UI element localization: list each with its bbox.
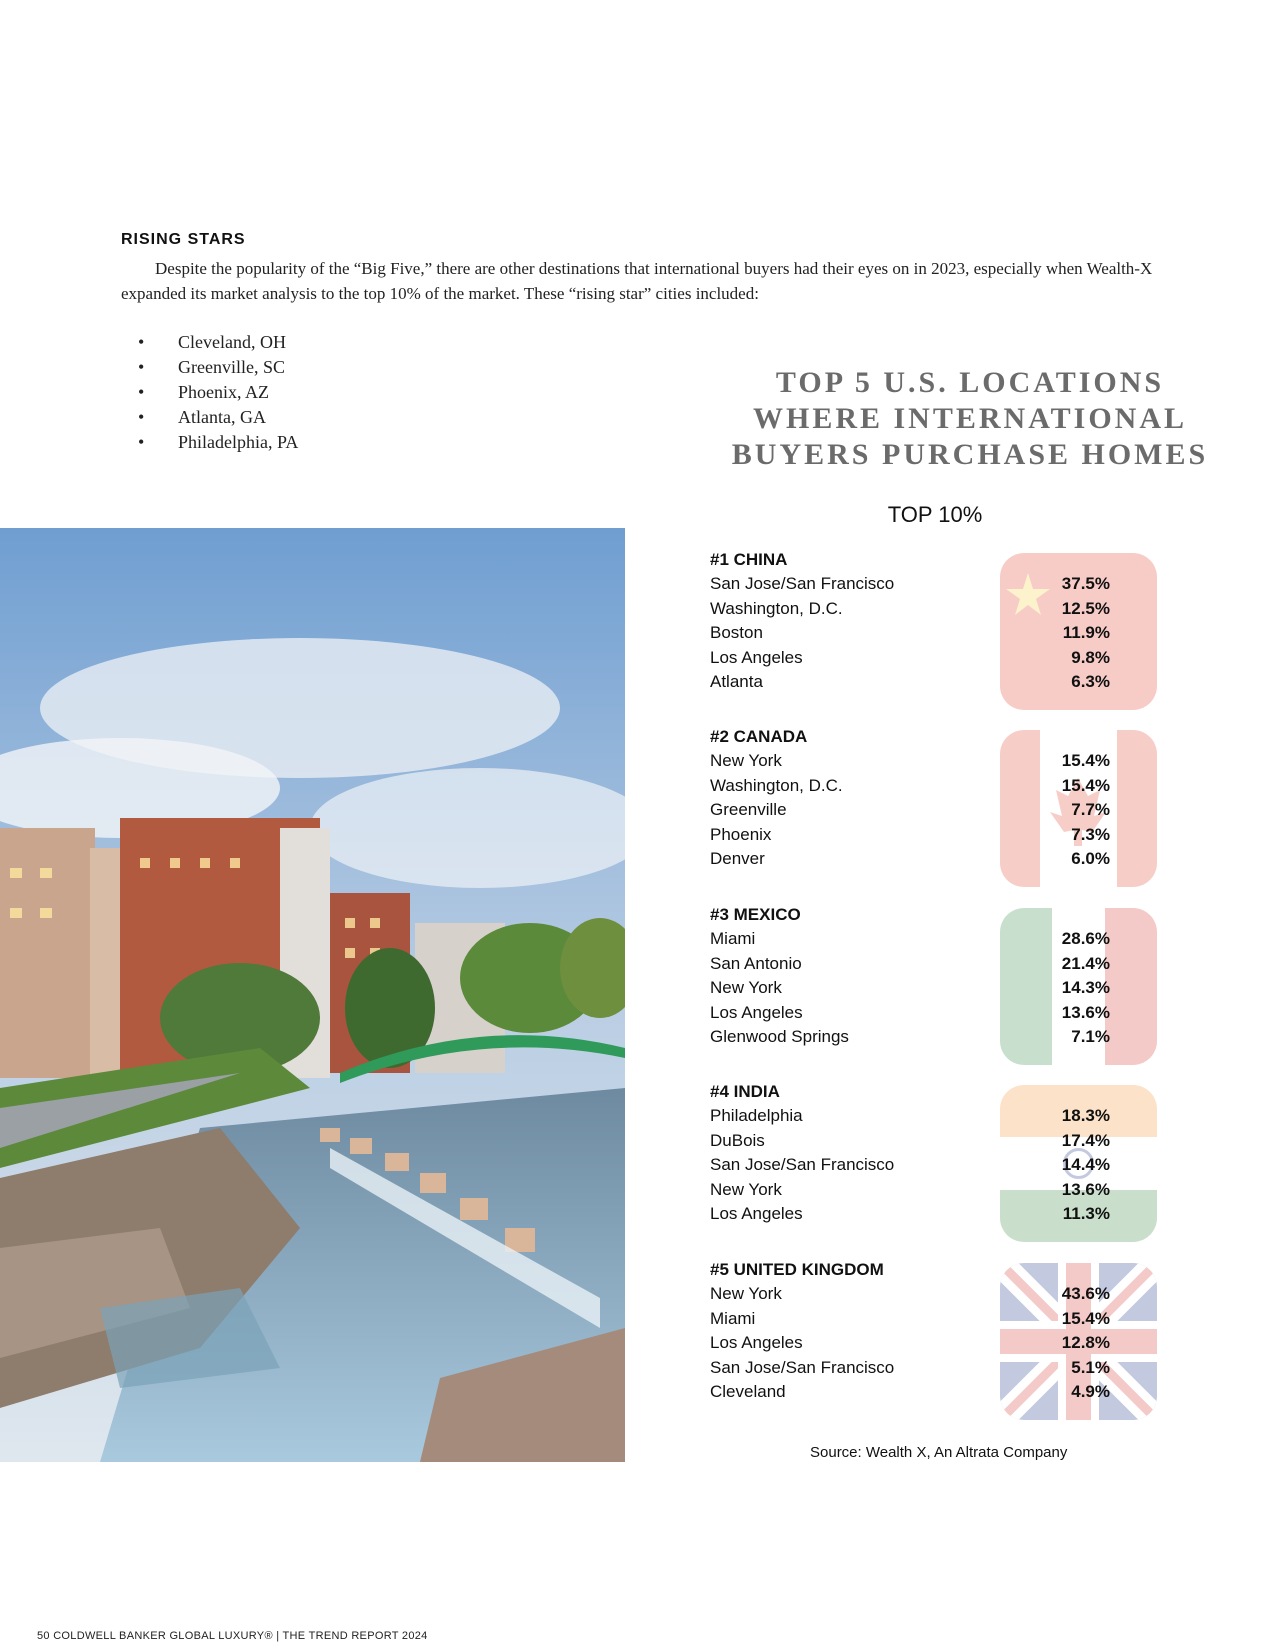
percent-value: 4.9% <box>1071 1382 1110 1401</box>
city-name: Atlanta <box>710 672 763 691</box>
city-name: Phoenix <box>710 824 772 844</box>
percent-value: 17.4% <box>1061 1130 1110 1150</box>
city-name: New York <box>710 1284 782 1303</box>
city-name: San Jose/San Francisco <box>710 574 895 593</box>
city-name: New York <box>710 1179 782 1199</box>
table-row <box>710 670 1170 695</box>
percent-value: 43.6% <box>1061 1284 1110 1303</box>
list-item: • Greenville, SC <box>138 357 285 377</box>
page-footer: 50 COLDWELL BANKER GLOBAL LUXURY® | THE TREND REPORT 2024 <box>37 1630 428 1642</box>
city-name: Denver <box>710 849 765 868</box>
river-town-photo <box>0 528 625 1462</box>
city-name: New York <box>710 751 782 770</box>
table-row <box>710 1001 1170 1026</box>
source-note: Source: Wealth X, An Altrata Company <box>810 1444 1068 1461</box>
table-row <box>710 621 1170 646</box>
percent-value: 14.4% <box>1061 1155 1110 1174</box>
table-row <box>710 952 1170 977</box>
country-block <box>710 903 1170 1050</box>
percent-value: 9.8% <box>1071 647 1110 667</box>
table-row <box>710 976 1170 1001</box>
table-row <box>710 1307 1170 1332</box>
table-row <box>710 1356 1170 1381</box>
city-name: San Jose/San Francisco <box>710 1155 895 1174</box>
table-row <box>710 1202 1170 1227</box>
table-row <box>710 646 1170 671</box>
city-name: Washington, D.C. <box>710 598 843 618</box>
table-row <box>710 749 1170 774</box>
list-item: • Atlanta, GA <box>138 407 266 427</box>
city-name: Miami <box>710 929 756 948</box>
table-row <box>710 774 1170 799</box>
percent-value: 14.3% <box>1061 978 1110 997</box>
percent-value: 21.4% <box>1061 953 1110 973</box>
city-name: San Antonio <box>710 953 802 973</box>
city-name: Cleveland <box>710 1382 786 1401</box>
country-name: #2 CANADA <box>710 727 808 746</box>
city-name: Boston <box>710 623 763 642</box>
percent-value: 18.3% <box>1061 1106 1110 1125</box>
city-name: New York <box>710 978 782 997</box>
percent-value: 11.9% <box>1062 623 1110 642</box>
percent-value: 13.6% <box>1061 1179 1110 1199</box>
table-row <box>710 798 1170 823</box>
country-name: #3 MEXICO <box>710 905 801 924</box>
table-row <box>710 823 1170 848</box>
percent-value: 5.1% <box>1071 1357 1110 1377</box>
city-name: Los Angeles <box>710 1204 803 1223</box>
country-block <box>710 1258 1170 1405</box>
list-item-label: Greenville, SC <box>178 357 285 377</box>
city-name: Los Angeles <box>710 647 803 667</box>
country-name: #1 CHINA <box>710 550 788 569</box>
photo-illustration <box>0 528 625 1462</box>
percent-value: 15.4% <box>1061 1308 1110 1328</box>
percent-value: 28.6% <box>1061 929 1110 948</box>
chart-title-line: TOP 5 U.S. LOCATIONS <box>775 366 1165 399</box>
chart-title-line: WHERE INTERNATIONAL <box>752 402 1187 435</box>
table-row <box>710 597 1170 622</box>
table-row <box>710 572 1170 597</box>
country-block <box>710 548 1170 695</box>
city-name: Miami <box>710 1308 756 1328</box>
chart-title <box>690 365 1250 473</box>
chart-title-line: BUYERS PURCHASE HOMES <box>731 438 1209 471</box>
percent-value: 15.4% <box>1061 751 1110 770</box>
intro-paragraph: Despite the popularity of the “Big Five,” there are other destinations that international buyers had their eyes on in 2023, especially when Wealth-X expanded its market analysis to the top 10% of the market. These “rising star” cities included: <box>121 259 1153 303</box>
list-item-label: Philadelphia, PA <box>178 432 299 452</box>
table-row <box>710 927 1170 952</box>
percent-value: 6.3% <box>1071 672 1110 691</box>
table-row <box>710 1153 1170 1178</box>
table-row <box>710 847 1170 872</box>
country-block <box>710 1080 1170 1227</box>
list-item: • Philadelphia, PA <box>138 432 299 452</box>
table-row <box>710 1104 1170 1129</box>
country-name: #5 UNITED KINGDOM <box>710 1260 884 1279</box>
city-name: DuBois <box>710 1130 765 1150</box>
table-row <box>710 1380 1170 1405</box>
list-item-label: Cleveland, OH <box>178 332 286 352</box>
city-name: Los Angeles <box>710 1333 803 1352</box>
tier-label: TOP 10% <box>887 502 983 527</box>
table-row <box>710 1025 1170 1050</box>
city-name: San Jose/San Francisco <box>710 1357 895 1377</box>
percent-value: 37.5% <box>1061 574 1110 593</box>
city-name: Los Angeles <box>710 1002 803 1022</box>
city-name: Glenwood Springs <box>710 1027 849 1046</box>
percent-value: 6.0% <box>1071 849 1110 868</box>
percent-value: 7.1% <box>1071 1027 1110 1046</box>
list-item: • Cleveland, OH <box>138 332 286 352</box>
percent-value: 13.6% <box>1061 1002 1110 1022</box>
list-item-label: Atlanta, GA <box>178 407 266 427</box>
city-name: Washington, D.C. <box>710 775 843 795</box>
percent-value: 11.3% <box>1062 1204 1110 1223</box>
country-name: #4 INDIA <box>710 1082 780 1101</box>
list-item-label: Phoenix, AZ <box>178 382 270 402</box>
percent-value: 7.3% <box>1071 824 1110 844</box>
city-name: Philadelphia <box>710 1106 803 1125</box>
percent-value: 7.7% <box>1071 800 1110 819</box>
city-name: Greenville <box>710 800 787 819</box>
table-row <box>710 1178 1170 1203</box>
table-row <box>710 1331 1170 1356</box>
rising-stars-list <box>138 330 298 455</box>
table-row <box>710 1129 1170 1154</box>
percent-value: 12.5% <box>1061 598 1110 618</box>
list-item: • Phoenix, AZ <box>138 382 270 402</box>
table-row <box>710 1282 1170 1307</box>
section-heading: RISING STARS <box>121 231 246 248</box>
country-block <box>710 725 1170 872</box>
percent-value: 12.8% <box>1061 1333 1110 1352</box>
percent-value: 15.4% <box>1061 775 1110 795</box>
